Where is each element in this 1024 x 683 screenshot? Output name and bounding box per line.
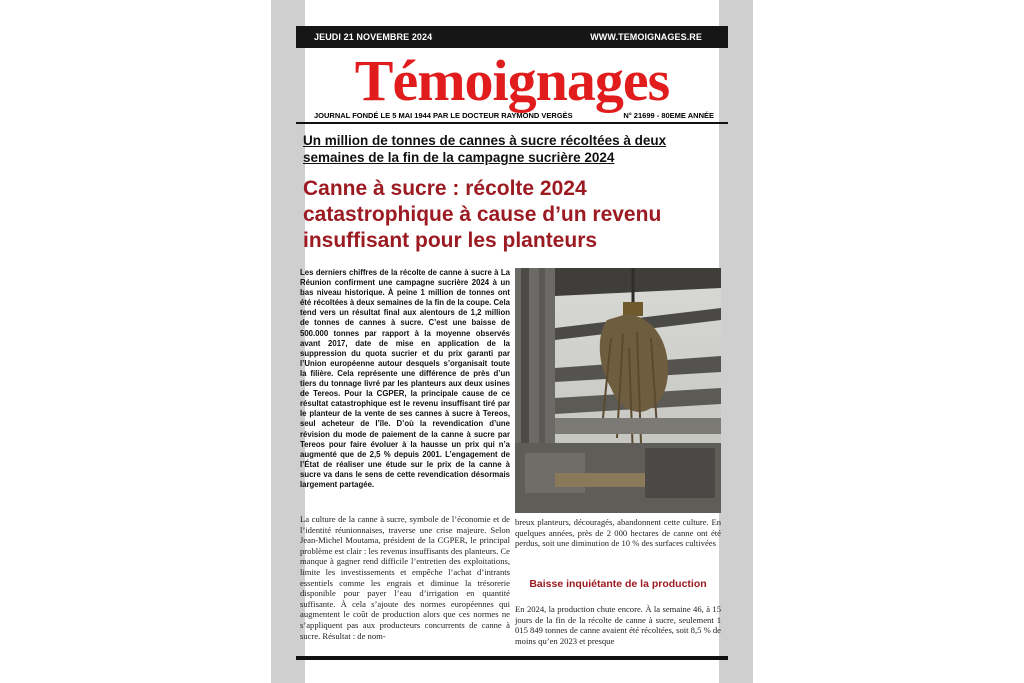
sugarcane-crane-photo	[515, 268, 721, 513]
website-link[interactable]: WWW.TEMOIGNAGES.RE	[590, 32, 702, 42]
section-heading: Baisse inquiétante de la production	[529, 578, 707, 590]
article-headline: Canne à sucre : récolte 2024 catastrophique à cause d’un revenu insuffisant pour les planteurs	[303, 177, 662, 252]
article-subhead: Un million de tonnes de cannes à sucre récoltées à deux semaines de la fin de la campagne sucrière 2024	[303, 133, 667, 165]
bottom-rule	[296, 656, 728, 660]
issue-number: N° 21699 - 80EME ANNÉE	[623, 111, 714, 120]
article-body-right-bottom: En 2024, la production chute encore. À la semaine 46, à 15 jours de la fin de la récolte de canne à sucre, seulement 1 015 849 tonnes de canne avaient été récoltées, soit 8,5 % de moins qu’en 2023 et presque	[515, 604, 721, 646]
top-bar	[296, 26, 728, 48]
article-body-right-top: breux planteurs, découragés, abandonnent cette culture. En quelques années, près de 2 000 hectares de canne ont été perdus, soit une diminution de 10 % des surfaces cultivées	[515, 517, 721, 549]
founded-line: JOURNAL FONDÉ LE 5 MAI 1944 PAR LE DOCTEUR RAYMOND VERGÈS	[314, 111, 573, 120]
masthead-tagline	[296, 110, 728, 124]
article-lead: Les derniers chiffres de la récolte de canne à sucre à La Réunion confirment une campagne sucrière 2024 à un bas niveau historique. À peine 1 million de tonnes ont été récoltées à deux semaines de la fin de la coupe. Cela tend vers un résultat final aux alentours de 1,2 million de tonnes de cannes à sucre. C’est une baisse de 500.000 tonnes par rapport à la moyenne observés avant 2017, date de mise en application de la suppression du quota sucrier et du prix garanti par l’Union européenne autour desquels s’organisait toute la filière. Cela représente une différence de près d’un tiers du tonnage livré par les planteurs aux deux usines de Tereos. Pour la CGPER, la principale cause de ce résultat catastrophique est le revenu insuffisant tiré par le planteur de la vente de ses cannes à sucre à Tereos, seul acheteur de l’île. D’où la revendication d’une révision du mode de paiement de la canne à sucre par Tereos pour faire évoluer à la hausse un prix qui n’a augmenté que de 2,5 % depuis 2001. L’engagement de l’État de réaliser une étude sur le prix de la canne à sucre va dans le sens de cette revendication désormais largement partagée.	[300, 268, 510, 489]
masthead-title: Témoignages	[354, 48, 670, 113]
issue-date: JEUDI 21 NOVEMBRE 2024	[314, 32, 433, 42]
article-body-left: La culture de la canne à sucre, symbole de l’économie et de l’identité réunionnaises, traverse une crise majeure. Selon Jean-Michel Moutama, président de la CGPER, le principal problème est clair : les revenus insuffisants des planteurs. Ce manque à gagner rend difficile l’entretien des exploitations, limite les investissements et empêche l’achat d’intrants essentiels comme les engrais et diminue la trésorerie disponible pour payer l’eau d’irrigation en quantité suffisante. À cela s’ajoute des normes européennes qui augmentent le coût de production alors que ces normes ne s’appliquent pas aux producteurs concurrents de canne à sucre. Résultat : de nom-	[300, 514, 510, 641]
